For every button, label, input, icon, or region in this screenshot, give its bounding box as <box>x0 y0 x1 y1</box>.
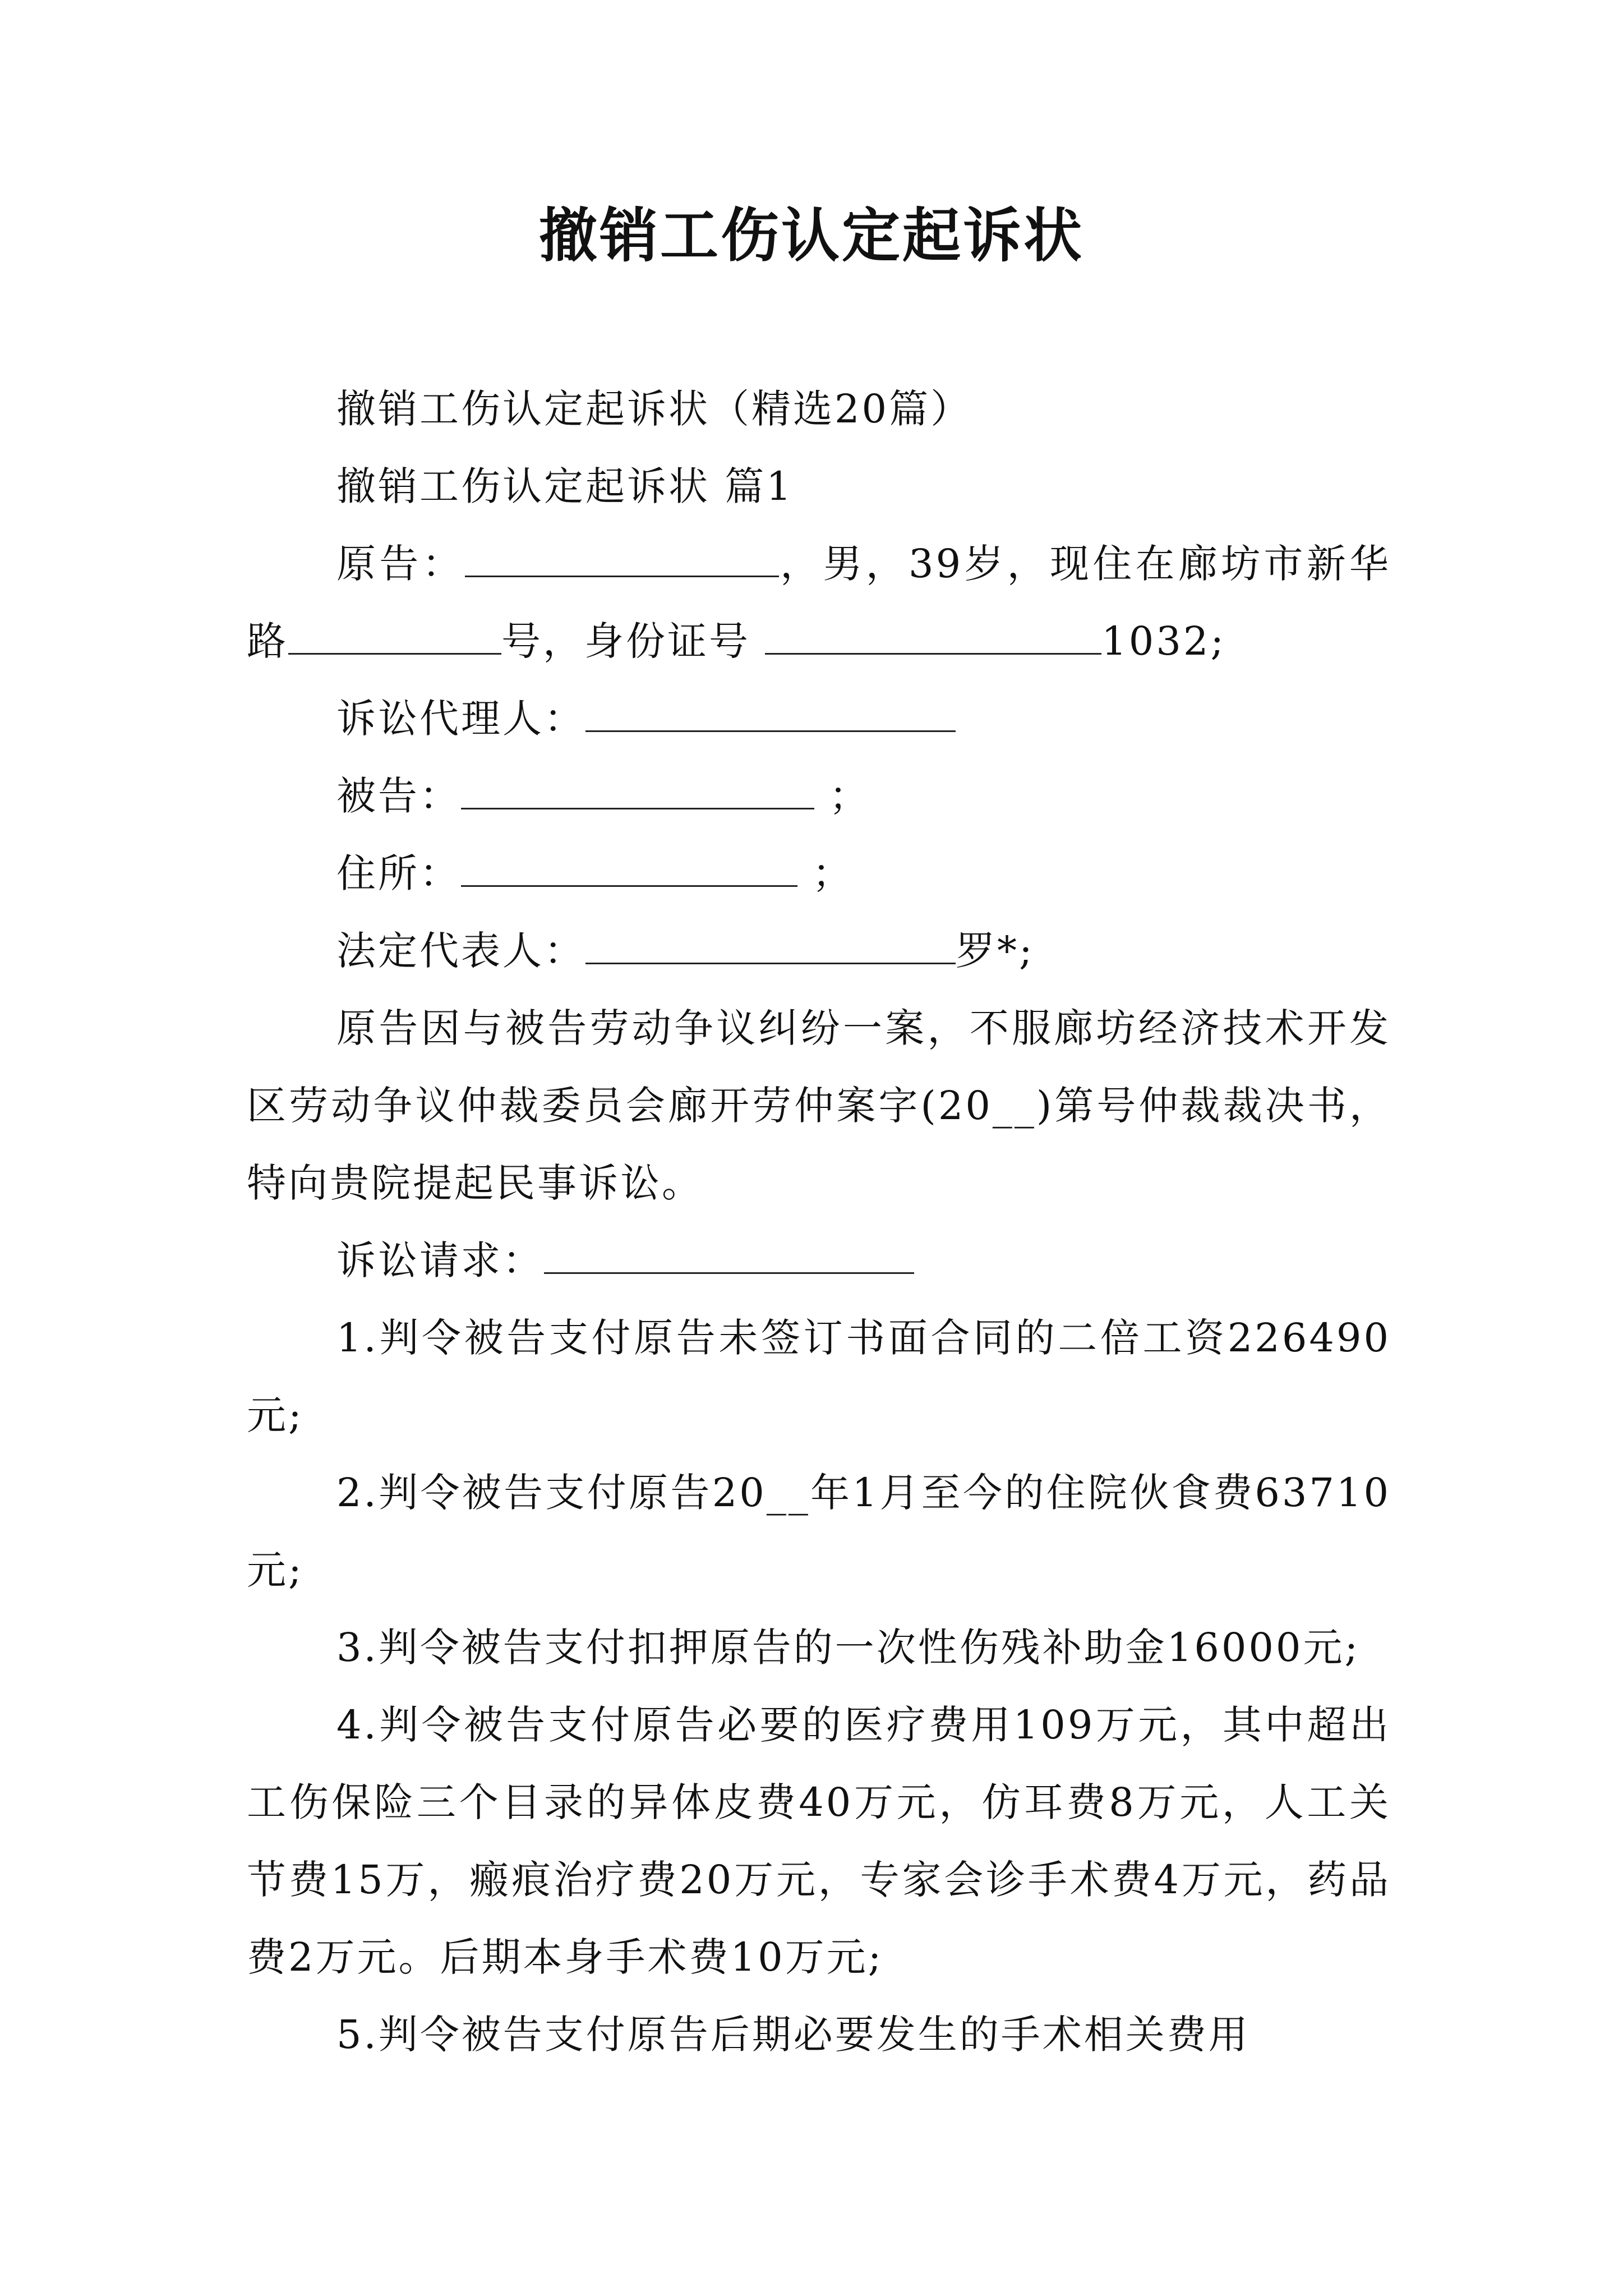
legal-rep-suffix: 罗*; <box>956 928 1035 974</box>
document-body <box>247 370 1391 2073</box>
claims-line <box>247 1222 1391 1299</box>
plaintiff-label: 原告： <box>336 541 465 587</box>
plaintiff-name-blank <box>465 531 779 577</box>
defendant-blank <box>461 763 814 809</box>
legal-rep-blank <box>585 918 956 964</box>
claims-blank <box>544 1227 914 1274</box>
plaintiff-paragraph <box>247 525 1391 680</box>
claims-label: 诉讼请求： <box>336 1237 544 1283</box>
subtitle: 撤销工伤认定起诉状（精选20篇） <box>336 386 972 432</box>
document-title: 撤销工伤认定起诉状 <box>538 201 1084 270</box>
address-line <box>247 835 1391 912</box>
defendant-label: 被告： <box>336 773 461 819</box>
house-number-suffix: 号，身份证号 <box>501 618 750 664</box>
claim-item-5: 5.判令被告支付原告后期必要发生的手术相关费用 <box>336 2012 1250 2058</box>
id-number-suffix: 1032; <box>1101 618 1226 664</box>
agent-line <box>247 680 1391 757</box>
address-blank <box>461 840 797 887</box>
agent-blank <box>585 685 956 732</box>
case-intro: 原告因与被告劳动争议纠纷一案，不服廊坊经济技术开发区劳动争议仲裁委员会廊开劳仲案字(20__)第号仲裁裁决书，特向贵院提起民事诉讼。 <box>247 1005 1391 1206</box>
house-number-blank <box>288 608 501 655</box>
legal-rep-line <box>247 912 1391 990</box>
address-label: 住所： <box>336 850 461 896</box>
address-semicolon: ； <box>812 850 854 896</box>
claim-item-3: 3.判令被告支付扣押原告的一次性伤残补助金16000元; <box>336 1625 1361 1671</box>
agent-label: 诉讼代理人： <box>336 696 585 742</box>
claim-item-2: 2.判令被告支付原告20__年1月至今的住院伙食费63710元; <box>247 1470 1391 1593</box>
legal-rep-label: 法定代表人： <box>336 928 585 974</box>
defendant-semicolon: ； <box>829 773 871 819</box>
claim-item-1: 1.判令被告支付原告未签订书面合同的二倍工资226490元; <box>247 1315 1391 1438</box>
claim-item-4: 4.判令被告支付原告必要的医疗费用109万元，其中超出工伤保险三个目录的异体皮费40万元，仿耳费8万元，人工关节费15万，瘢痕治疗费20万元，专家会诊手术费4万元，药品费2万元。后期本身手术费10万元; <box>247 1702 1391 1980</box>
defendant-line <box>247 757 1391 835</box>
plaintiff-details: ，男，39岁，现住在廊坊市新华路 <box>247 541 1391 664</box>
id-number-blank <box>765 608 1101 655</box>
section-heading: 撤销工伤认定起诉状 篇1 <box>336 463 794 509</box>
